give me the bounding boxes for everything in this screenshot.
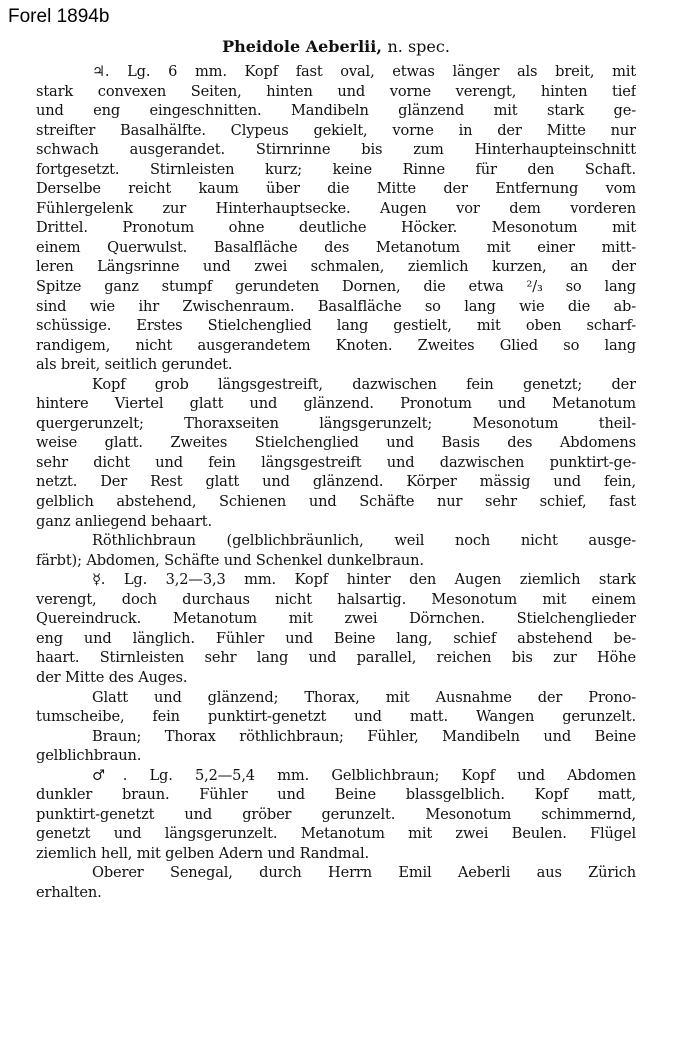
text-line: genetzt und längsgerunzelt. Metanotum mit zwei Beulen. Flügel (36, 825, 636, 843)
text-line: dunkler braun. Fühler und Beine blassgelblich. Kopf matt, (36, 786, 636, 804)
text-line: punktirt-genetzt und gröber gerunzelt. Mesonotum schimmernd, (36, 805, 636, 823)
text-line: sehr dicht und fein längsgestreift und dazwischen punktirt-ge- (36, 453, 636, 471)
text-line: streifter Basalhälfte. Clypeus gekielt, vorne in der Mitte nur (36, 121, 636, 139)
text-line: tumscheibe, fein punktirt-genetzt und matt. Wangen gerunzelt. (36, 708, 636, 726)
text-line: sind wie ihr Zwischenraum. Basalfläche so lang wie die ab- (36, 297, 636, 315)
text-line: ♃. Lg. 6 mm. Kopf fast oval, etwas länger als breit, mit (92, 63, 636, 80)
text-line: quergerunzelt; Thoraxseiten längsgerunzelt; Mesonotum theil- (36, 414, 636, 432)
text-line: Quereindruck. Metanotum mit zwei Dörnchen. Stielchenglieder (36, 610, 636, 628)
document-page (36, 36, 636, 903)
text-line: erhalten. (36, 883, 102, 901)
text-line: und eng eingeschnitten. Mandibeln glänzend mit stark ge- (36, 102, 636, 120)
species-title (36, 36, 636, 58)
text-line: ziemlich hell, mit gelben Adern und Randmal. (36, 844, 370, 862)
text-line: der Mitte des Auges. (36, 668, 188, 686)
text-line: Kopf grob längsgestreift, dazwischen fein genetzt; der (92, 375, 636, 393)
text-line: ♂. Lg. 5,2—5,4 mm. Gelblichbraun; Kopf und Abdomen (92, 766, 636, 784)
text-line: Fühlergelenk zur Hinterhauptsecke. Augen vor dem vorderen (36, 199, 636, 217)
text-line: Röthlichbraun (gelblichbräunlich, weil noch nicht ausge- (92, 532, 636, 550)
text-line: Oberer Senegal, durch Herrn Emil Aeberli aus Zürich (92, 864, 636, 882)
text-line: leren Längsrinne und zwei schmalen, ziemlich kurzen, an der (36, 258, 636, 276)
text-line: stark convexen Seiten, hinten und vorne verengt, hinten tief (36, 82, 636, 100)
text-line: hintere Viertel glatt und glänzend. Pronotum und Metanotum (36, 395, 636, 413)
text-line: ☿. Lg. 3,2—3,3 mm. Kopf hinter den Augen ziemlich stark (92, 571, 636, 589)
text-line: weise glatt. Zweites Stielchenglied und Basis des Abdomens (36, 434, 636, 452)
text-line: schwach ausgerandet. Stirnrinne bis zum Hinterhaupteinschnitt (36, 141, 636, 159)
text-line: färbt); Abdomen, Schäfte und Schenkel dunkelbraun. (36, 551, 424, 569)
text-line: verengt, doch durchaus nicht halsartig. Mesonotum mit einem (36, 590, 636, 608)
text-line: Drittel. Pronotum ohne deutliche Höcker. Mesonotum mit (36, 219, 636, 237)
text-line: haart. Stirnleisten sehr lang und parallel, reichen bis zur Höhe (36, 649, 636, 667)
text-line: ganz anliegend behaart. (36, 512, 213, 530)
text-line: als breit, seitlich gerundet. (36, 356, 233, 374)
text-line: netzt. Der Rest glatt und glänzend. Körper mässig und fein, (36, 473, 636, 491)
description-body (36, 62, 636, 903)
text-line: Braun; Thorax röthlichbraun; Fühler, Mandibeln und Beine (92, 727, 636, 745)
source-label: Forel 1894b (8, 6, 110, 27)
text-line: randigem, nicht ausgerandetem Knoten. Zweites Glied so lang (36, 336, 636, 354)
text-line: gelblichbraun. (36, 747, 142, 765)
text-line: einem Querwulst. Basalfläche des Metanotum mit einer mitt- (36, 238, 636, 256)
text-line: gelblich abstehend, Schienen und Schäfte nur sehr schief, fast (36, 493, 636, 511)
text-line: fortgesetzt. Stirnleisten kurz; keine Rinne für den Schaft. (36, 160, 636, 178)
text-line: Spitze ganz stumpf gerundeten Dornen, die etwa ²/₃ so lang (36, 278, 636, 296)
text-line: Glatt und glänzend; Thorax, mit Ausnahme der Prono- (92, 688, 636, 706)
text-line: schüssige. Erstes Stielchenglied lang gestielt, mit oben scharf- (36, 317, 636, 335)
text-line: eng und länglich. Fühler und Beine lang, schief abstehend be- (36, 629, 636, 647)
species-name: Pheidole Aeberlii, (222, 37, 382, 56)
species-suffix: n. spec. (387, 37, 450, 56)
text-line: Derselbe reicht kaum über die Mitte der Entfernung vom (36, 180, 636, 198)
